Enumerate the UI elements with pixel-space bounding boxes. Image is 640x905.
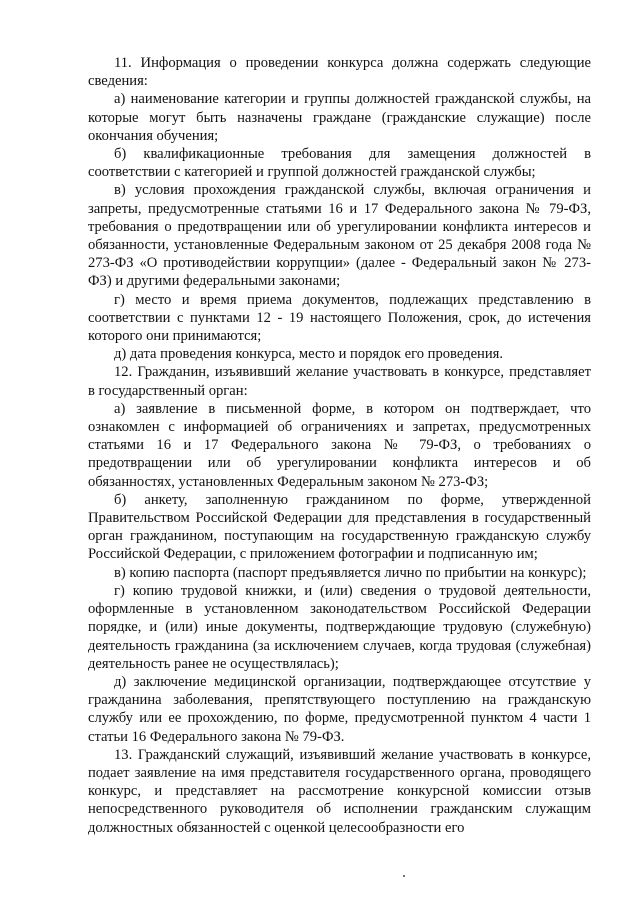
paragraph-12v: в) копию паспорта (паспорт предъявляется лично по прибытии на конкурс); [114,564,587,581]
paragraph-12g: г) копию трудовой книжки, и (или) сведения о трудовой деятельности, оформленные в установленном законодательством Российской Федерации порядке, и (или) иные документы, подтверждающие трудовую (служебную) деятельность гражданина (за исключением случаев, когда трудовая (служебная) деятельность ранее не осуществлялась); [88,582,591,672]
paragraph-13: 13. Гражданский служащий, изъявивший желание участвовать в конкурсе, подает заявление на имя представителя государственного органа, проводящего конкурс, и представляет на рассмотрение конкурсной комиссии отзыв непосредственного руководителя об исполнении гражданским служащим должностных обязанностей с оценкой целесообразности его [88,746,591,836]
paragraph-11g: г) место и время приема документов, подлежащих представлению в соответствии с пунктами 12 - 19 настоящего Положения, срок, до истечения которого они принимаются; [88,291,591,345]
paragraph-11: 11. Информация о проведении конкурса должна содержать следующие сведения: [88,55,591,90]
scan-speck [403,875,405,877]
paragraph-12b: б) анкету, заполненную гражданином по форме, утвержденной Правительством Российской Федерации для представления в государственный орган гражданином, поступающим на государственную гражданскую службу Российской Федерации, с приложением фотографии и подписанную им; [88,491,591,563]
paragraph-12d: д) заключение медицинской организации, подтверждающее отсутствие у гражданина заболевания, препятствующего поступлению на гражданскую службу или ее прохождению, по форме, предусмотренной пунктом 4 части 1 статьи 16 Федерального закона № 79-ФЗ. [88,673,591,745]
paragraph-11a: а) наименование категории и группы должностей гражданской службы, на которые могут быть назначены граждане (гражданские служащие) после окончания обучения; [88,91,591,144]
paragraph-11v: в) условия прохождения гражданской службы, включая ограничения и запреты, предусмотренные статьями 16 и 17 Федерального закона № 79-ФЗ, требования о предотвращении или об урегулировании конфликта интересов и обязанности, установленные Федеральным законом от 25 декабря 2008 года № 273-ФЗ «О противодействии коррупции» (далее - Федеральный закон № 273-ФЗ) и другими федеральными законами; [88,182,591,290]
paragraph-11b: б) квалификационные требования для замещения должностей в соответствии с категорией и группой должностей гражданской службы; [88,146,591,181]
document-page [88,54,591,837]
paragraph-11d: д) дата проведения конкурса, место и порядок его проведения. [114,346,504,363]
paragraph-12: 12. Гражданин, изъявивший желание участвовать в конкурсе, представляет в государственный орган: [88,364,591,399]
paragraph-12a: а) заявление в письменной форме, в котором он подтверждает, что ознакомлен с информацией об ограничениях и запретах, предусмотренных статьями 16 и 17 Федерального закона № 79-ФЗ, о требованиях о предотвращении или об урегулировании конфликта интересов и об обязанностях, установленных Федеральным законом № 273-ФЗ; [88,400,591,490]
